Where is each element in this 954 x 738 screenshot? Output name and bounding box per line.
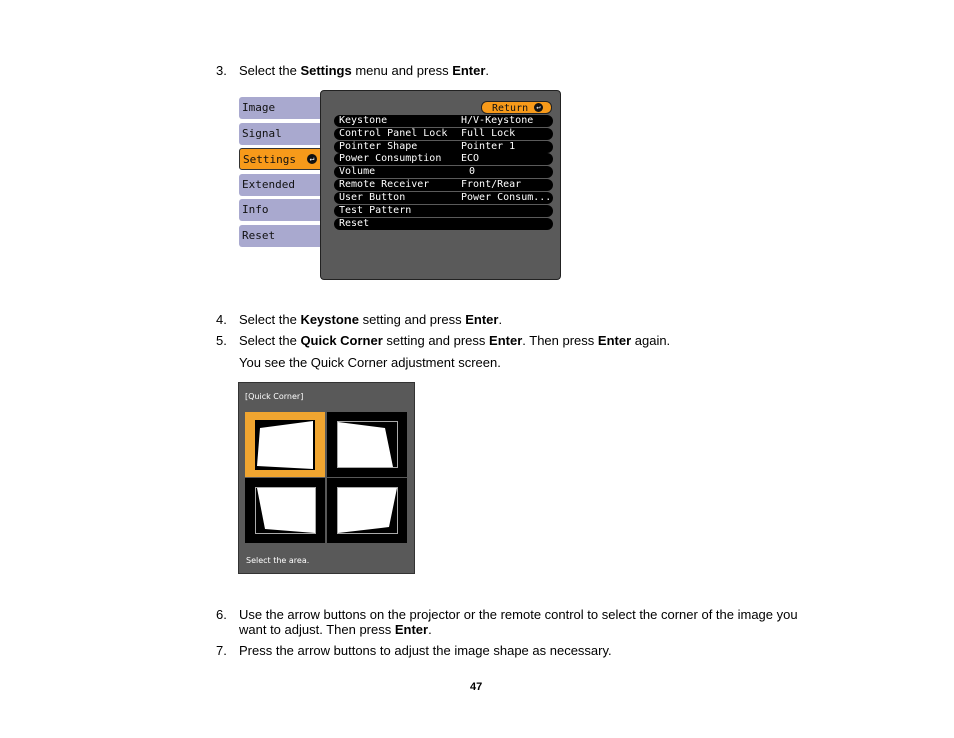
menu-row-user-button: User Button Power Consum... — [334, 192, 553, 204]
tab-extended: Extended — [239, 174, 321, 196]
step-text: Select the Keystone setting and press Enter. — [239, 312, 503, 327]
menu-row-remote-receiver: Remote Receiver Front/Rear — [334, 179, 553, 191]
step-text: Press the arrow buttons to adjust the image shape as necessary. — [239, 643, 612, 658]
step-5 — [216, 333, 816, 348]
page-number: 47 — [470, 681, 483, 693]
tab-image: Image — [239, 97, 321, 119]
step-3 — [216, 63, 816, 78]
return-button: Return ↵ — [481, 101, 552, 114]
step-text: Select the Quick Corner setting and press Enter. Then press Enter again. — [239, 333, 671, 348]
distorted-image-shape — [327, 478, 407, 543]
step-text: Select the Settings menu and press Enter. — [239, 63, 490, 78]
tab-info: Info — [239, 199, 321, 221]
step-text: Use the arrow buttons on the projector or the remote control to select the corner of the image you want to adjust. Then press Enter. — [239, 607, 798, 637]
menu-row-pointer-shape: Pointer Shape Pointer 1 — [334, 141, 553, 153]
step-number: 3. — [216, 63, 227, 78]
step-number: 5. — [216, 333, 227, 348]
quick-corner-hint: Select the area. — [246, 556, 310, 565]
step-7 — [216, 643, 816, 658]
enter-icon: ↵ — [307, 154, 317, 164]
quadrant-bottom-left — [245, 478, 325, 543]
enter-icon: ↵ — [534, 103, 543, 112]
menu-row-volume: Volume 0 — [334, 166, 553, 178]
tab-settings: Settings ↵ — [239, 148, 321, 170]
settings-panel — [320, 90, 561, 280]
step-number: 6. — [216, 607, 227, 622]
tab-reset: Reset — [239, 225, 321, 247]
menu-row-power-consumption: Power Consumption ECO — [334, 153, 553, 165]
menu-row-control-panel-lock: Control Panel Lock Full Lock — [334, 128, 553, 140]
step-number: 4. — [216, 312, 227, 327]
distorted-image-shape — [245, 478, 325, 543]
step-6 — [216, 607, 836, 639]
quick-corner-title: [Quick Corner] — [245, 392, 304, 401]
quadrant-top-left — [245, 412, 325, 477]
menu-row-keystone: Keystone H/V-Keystone — [334, 115, 553, 127]
distorted-image-shape — [327, 412, 407, 477]
step-number: 7. — [216, 643, 227, 658]
menu-row-reset: Reset — [334, 218, 553, 230]
quadrant-top-right — [327, 412, 407, 477]
step-4 — [216, 312, 816, 327]
quadrant-bottom-right — [327, 478, 407, 543]
distorted-image-shape — [245, 412, 325, 477]
menu-row-test-pattern: Test Pattern — [334, 205, 553, 217]
settings-menu-screenshot — [239, 90, 561, 280]
tab-signal: Signal — [239, 123, 321, 145]
step-5-note: You see the Quick Corner adjustment screen. — [239, 355, 501, 370]
quick-corner-screenshot — [238, 382, 415, 574]
